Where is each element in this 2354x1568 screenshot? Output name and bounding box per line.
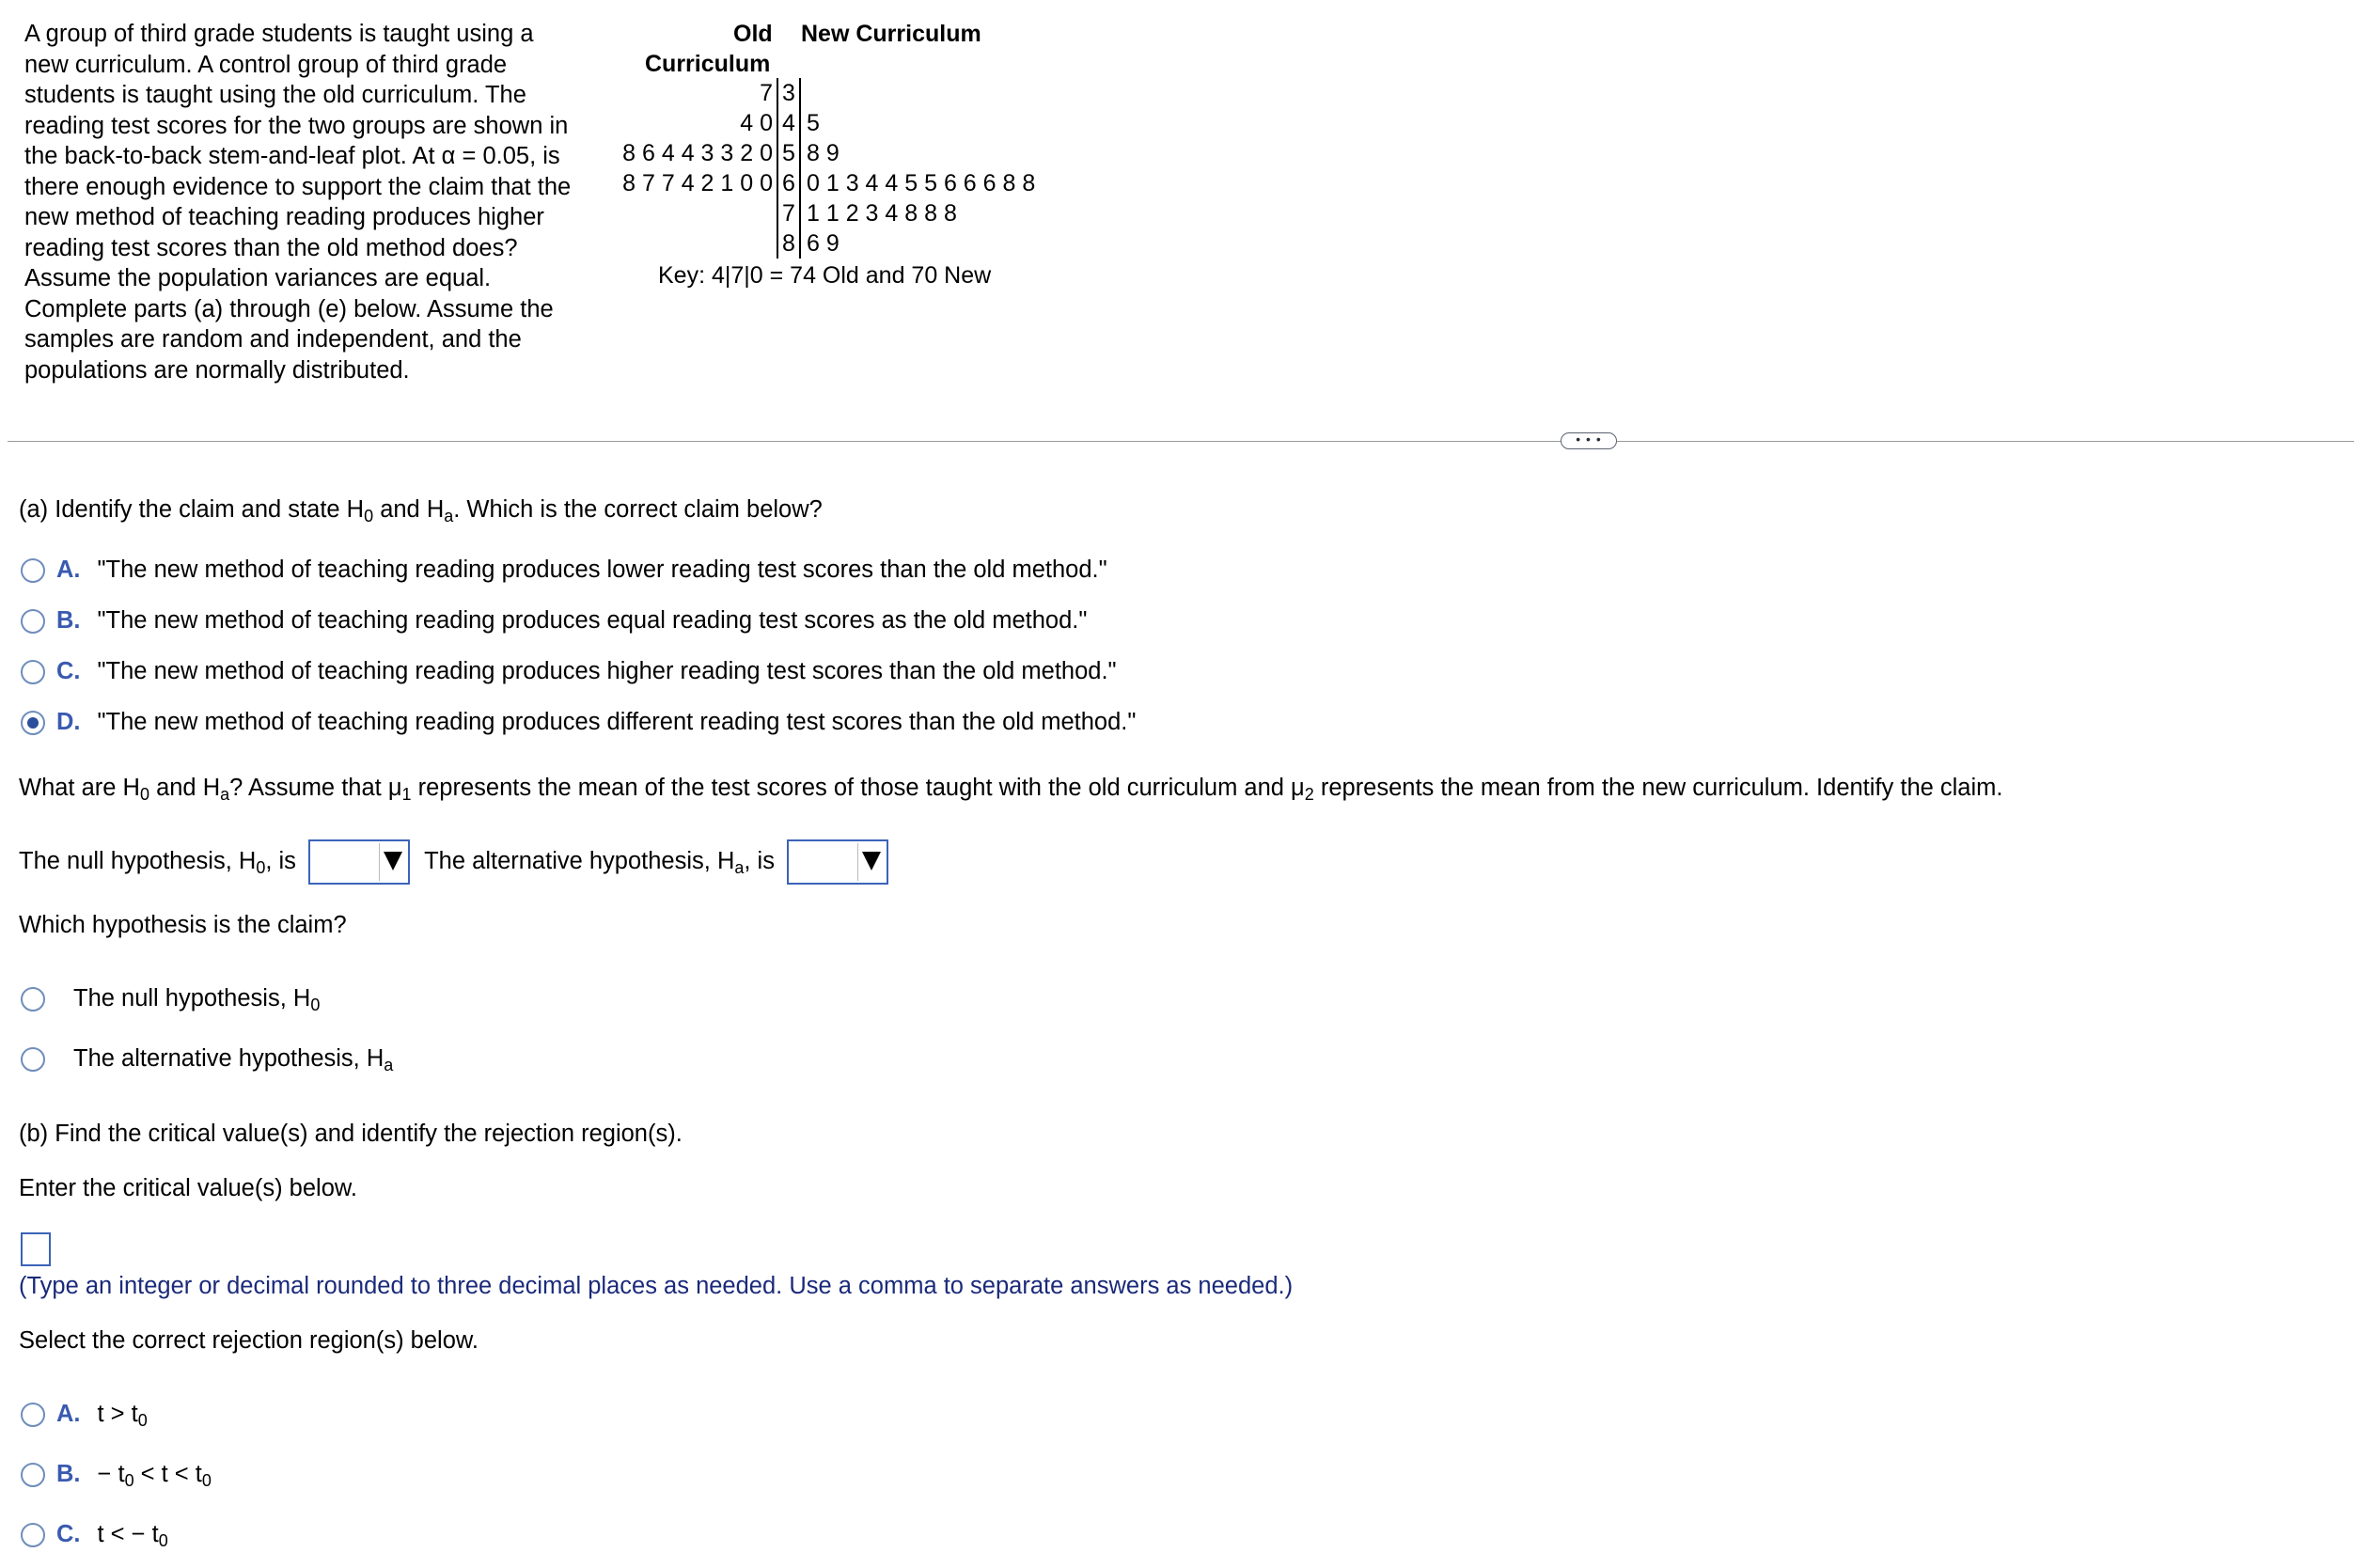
plot-row bbox=[602, 78, 1070, 108]
problem-line: the back-to-back stem-and-leaf plot. At α = 0.05, is bbox=[24, 143, 560, 169]
problem-line: samples are random and independent, and the bbox=[24, 326, 522, 353]
stem: 5 bbox=[777, 138, 800, 168]
problem-line: Complete parts (a) through (e) below. Assume the bbox=[24, 295, 554, 322]
radio-button[interactable] bbox=[21, 1403, 45, 1427]
radio-button[interactable] bbox=[21, 1047, 45, 1072]
input-hint: (Type an integer or decimal rounded to three decimal places as needed. Use a comma to separate answers as needed.) bbox=[19, 1273, 1294, 1299]
new-leaves: 1 1 2 3 4 8 8 8 bbox=[807, 200, 957, 227]
old-leaves: 7 bbox=[760, 80, 773, 106]
header-old: Old bbox=[733, 21, 773, 47]
section-divider bbox=[8, 441, 2354, 442]
problem-line: there enough evidence to support the claim that the bbox=[24, 173, 572, 200]
new-leaves: 5 bbox=[807, 110, 820, 136]
rejection-option-c[interactable]: C. t < − $t_0$ bbox=[21, 1519, 168, 1549]
problem-statement bbox=[24, 19, 607, 385]
null-hypothesis-dropdown[interactable] bbox=[308, 839, 410, 885]
part-b-select: Select the correct rejection region(s) below. bbox=[19, 1327, 479, 1354]
critical-value-input[interactable] bbox=[21, 1232, 51, 1266]
which-claim-question: Which hypothesis is the claim? bbox=[19, 912, 347, 938]
more-options-button[interactable]: • • • bbox=[1561, 432, 1617, 449]
radio-button[interactable] bbox=[21, 558, 45, 583]
plot-row bbox=[602, 108, 1070, 138]
part-b-question: (b) Find the critical value(s) and identify the rejection region(s). bbox=[19, 1121, 683, 1147]
plot-row bbox=[602, 228, 1070, 259]
problem-line: A group of third grade students is taught using a bbox=[24, 21, 534, 47]
dropdown-arrow-icon bbox=[862, 852, 881, 870]
plot-row bbox=[602, 168, 1070, 198]
problem-line: Assume the population variances are equal. bbox=[24, 265, 492, 291]
radio-button[interactable] bbox=[21, 987, 45, 1011]
stem: 6 bbox=[777, 168, 800, 198]
new-leaves: 8 9 bbox=[807, 140, 840, 166]
old-leaves bbox=[602, 228, 777, 259]
radio-button-selected[interactable] bbox=[21, 711, 45, 735]
rejection-option-b[interactable]: B. − $t_0 < t < t_0$ bbox=[21, 1459, 212, 1489]
radio-button[interactable] bbox=[21, 609, 45, 634]
radio-button[interactable] bbox=[21, 1463, 45, 1487]
problem-line: students is taught using the old curriculum. The bbox=[24, 82, 526, 108]
radio-button[interactable] bbox=[21, 660, 45, 684]
plot-key: Key: 4|7|0 = 74 Old and 70 New bbox=[658, 262, 992, 289]
claim-null-option[interactable]: The null hypothesis, $H_0$ bbox=[21, 983, 320, 1013]
old-leaves bbox=[602, 198, 777, 228]
old-leaves: 4 0 bbox=[740, 110, 773, 136]
problem-line: populations are normally distributed. bbox=[24, 356, 410, 384]
problem-line: reading test scores than the old method does? bbox=[24, 234, 518, 261]
old-leaves: 8 6 4 4 3 3 2 0 bbox=[622, 140, 773, 166]
part-a-question: (a) Identify the claim and state $H_0$ and $H_a$. Which is the correct claim below? bbox=[19, 496, 823, 525]
stem: 3 bbox=[777, 78, 800, 108]
part-b-enter: Enter the critical value(s) below. bbox=[19, 1175, 357, 1201]
new-leaves bbox=[800, 78, 1070, 108]
dropdown-arrow-icon bbox=[384, 852, 402, 870]
claim-option-c[interactable]: C. "The new method of teaching reading produces higher reading test scores than the old method." bbox=[21, 656, 1117, 686]
claim-option-d[interactable]: D. "The new method of teaching reading produces different reading test scores than the old method." bbox=[21, 707, 1136, 737]
claim-option-b[interactable]: B. "The new method of teaching reading produces equal reading test scores as the old method." bbox=[21, 605, 1087, 635]
stem: 8 bbox=[777, 228, 800, 259]
alternative-hypothesis-dropdown[interactable] bbox=[787, 839, 888, 885]
problem-line: new method of teaching reading produces higher bbox=[24, 204, 544, 230]
header-old-2: Curriculum bbox=[645, 51, 771, 77]
new-leaves: 6 9 bbox=[807, 230, 840, 257]
plot-row bbox=[602, 198, 1070, 228]
old-leaves: 8 7 7 4 2 1 0 0 bbox=[622, 170, 773, 196]
problem-line: new curriculum. A control group of third grade bbox=[24, 51, 508, 78]
new-leaves: 0 1 3 4 4 5 5 6 6 6 8 8 bbox=[807, 170, 1036, 196]
problem-line: reading test scores for the two groups are shown in bbox=[24, 112, 569, 139]
stem-leaf-table bbox=[602, 78, 1070, 259]
claim-alt-option[interactable]: The alternative hypothesis, $H_a$ bbox=[21, 1043, 393, 1074]
stem: 7 bbox=[777, 198, 800, 228]
claim-option-a[interactable]: A. "The new method of teaching reading produces lower reading test scores than the old method." bbox=[21, 555, 1107, 585]
plot-row bbox=[602, 138, 1070, 168]
rejection-option-a[interactable]: A. $t > t_0$ bbox=[21, 1399, 148, 1429]
header-new: New Curriculum bbox=[801, 21, 981, 47]
radio-button[interactable] bbox=[21, 1523, 45, 1547]
stem: 4 bbox=[777, 108, 800, 138]
hypothesis-dropdown-row: The null hypothesis, $H_0$, is The alternative hypothesis, $H_a$, is bbox=[19, 839, 888, 885]
hypothesis-instruction: What are $H_0$ and $H_a$? Assume that $\mu_1$ represents the mean of the test scores of those taught with the old curriculum and $\mu_2$ represents the mean from the new curriculum. Identify the claim. bbox=[19, 775, 2003, 804]
